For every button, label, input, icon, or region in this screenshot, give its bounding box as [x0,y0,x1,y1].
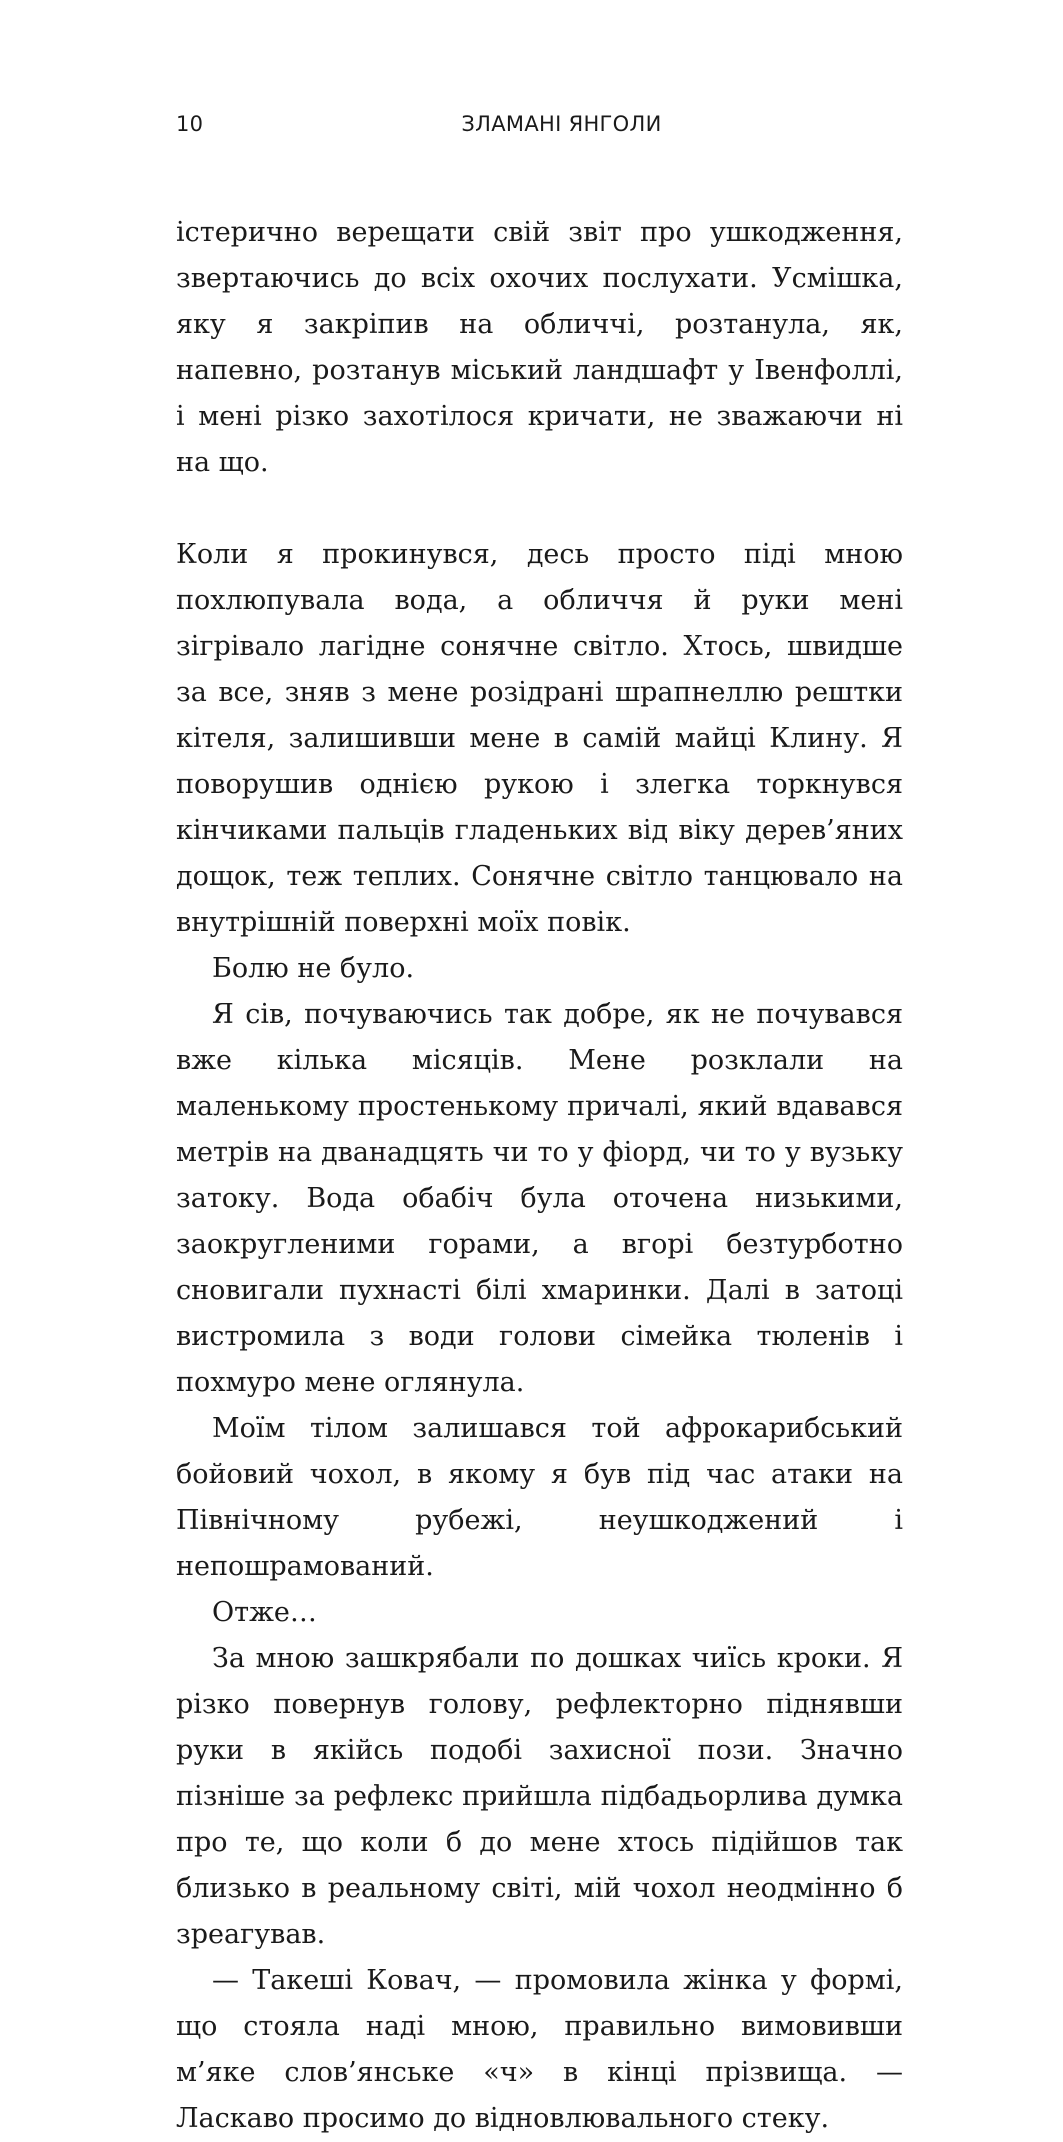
section-break [176,486,903,532]
page-number: 10 [176,112,204,136]
paragraph: Моїм тілом залишався той афрокарибський бойовий чохол, в якому я був під час атаки на Північному рубежі, неушкоджений і непошрамований. [176,1413,903,1582]
paragraph-continuation: істерично верещати свій звіт про ушкодження, звертаючись до всіх охочих послухати. Усмішка, яку я закріпив на обличчі, розтанула, як, напевно, розтанув міський ландшафт у Івенфоллі, і мені різко захотілося кричати, не зважаючи ні на що. [176,217,903,478]
paragraph-section-start: Коли я прокинувся, десь просто піді мною похлюпувала вода, а обличчя й руки мені зігрівало лагідне сонячне світло. Хтось, швидше за все, зняв з мене розідрані шрапнеллю рештки кітеля, залишивши мене в самій майці Клину. Я поворушив однією рукою і злегка торкнувся кінчиками пальців гладеньких від віку дерев’яних дощок, теж теплих. Сонячне світло танцювало на внутрішній поверхні моїх повік. [176,539,903,938]
running-head [0,112,1063,152]
paragraph: Отже… [212,1597,317,1628]
paragraph: Я сів, почуваючись так добре, як не почувався вже кілька місяців. Мене розклали на маленькому простенькому причалі, який вдавався метрів на дванадцять чи то у фіорд, чи то у вузьку затоку. Вода обабіч була оточена низькими, заокругленими горами, а вгорі безтурботно сновигали пухнасті білі хмаринки. Далі в затоці вистромила з води голови сімейка тюленів і похмуро мене оглянула. [176,999,903,1398]
paragraph-dialogue: — Такеші Ковач, — промовила жінка у формі, що стояла наді мною, правильно вимовивши м’яке слов’янське «ч» в кінці прізвища. — Ласкаво просимо до відновлювального стеку. [176,1965,903,2134]
book-title: ЗЛАМАНІ ЯНГОЛИ [461,112,662,136]
body-text [176,210,903,2142]
paragraph: За мною зашкрябали по дошках чиїсь кроки. Я різко повернув голову, рефлекторно піднявши руки в якійсь подобі захисної пози. Значно пізніше за рефлекс прийшла підбадьорлива думка про те, що коли б до мене хтось підійшов так близько в реальному світі, мій чохол неодмінно б зреагував. [176,1643,903,1950]
paragraph: Болю не було. [212,953,415,984]
